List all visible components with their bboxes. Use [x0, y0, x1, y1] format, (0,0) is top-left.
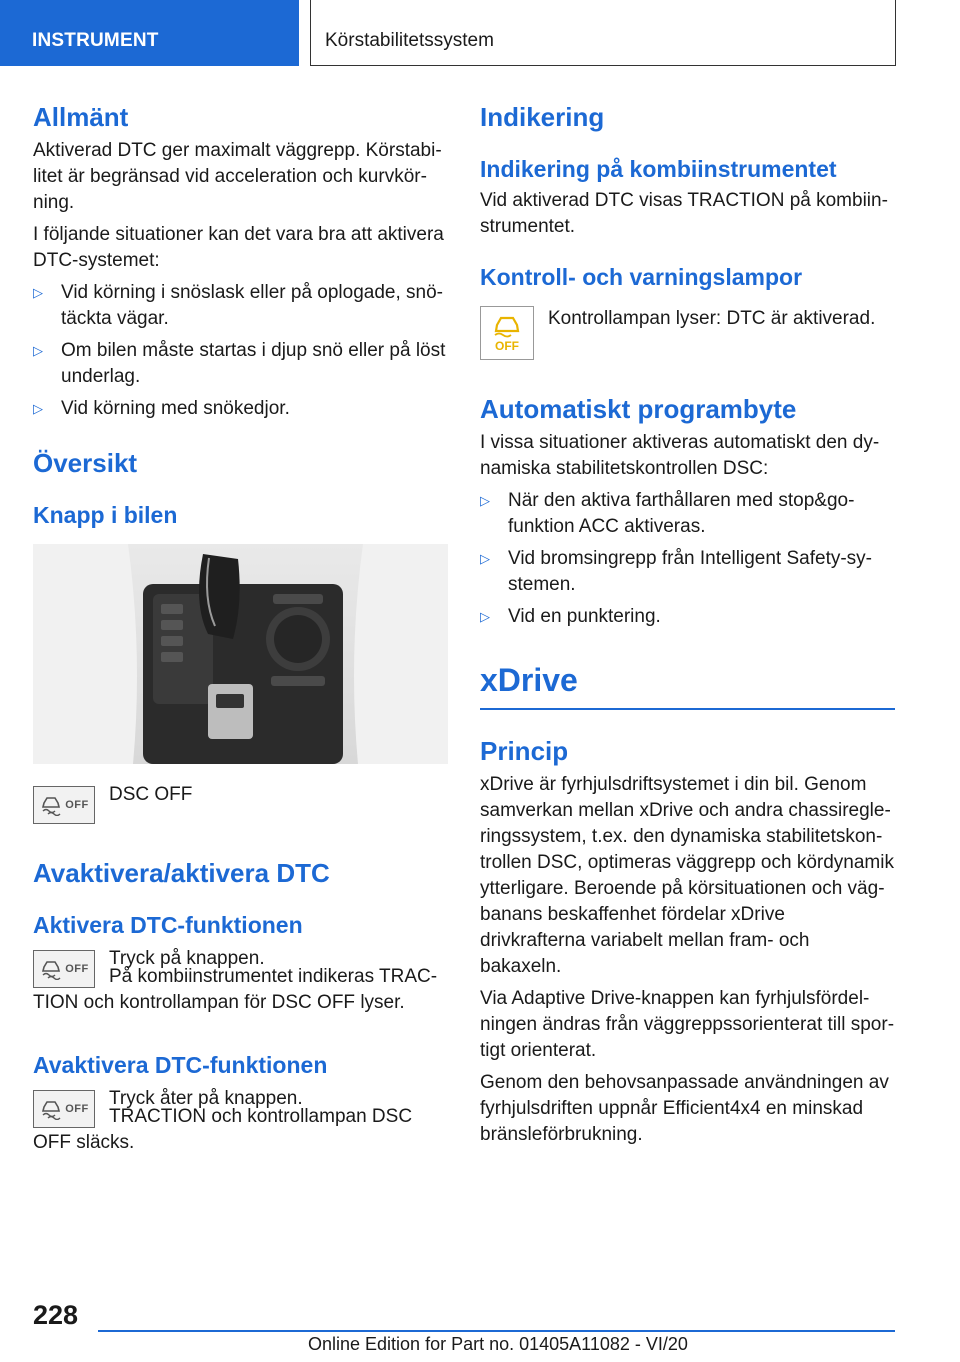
left-column — [33, 96, 448, 1156]
off-label: OFF — [65, 799, 89, 811]
avaktivera-dtc-heading: Avaktivera DTC-funktionen — [33, 1052, 328, 1078]
avaktivera-result: TRACTION och kontrollampan DSC OFF släcks. — [33, 1106, 413, 1153]
automatiskt-heading: Automatiskt programbyte — [480, 394, 797, 424]
dsc-off-icon — [33, 786, 95, 824]
automatiskt-list — [480, 488, 895, 630]
allmant-paragraph-1: Aktiverad DTC ger maximalt väggrepp. Körstabilitet är begränsad vid acceleration och kurvkörning. — [33, 140, 442, 213]
skid-car-icon — [39, 958, 63, 980]
xdrive-rule — [480, 708, 895, 710]
list-item: ▷ Om bilen måste startas i djup snö eller på löst underlag. — [33, 340, 446, 387]
indikering-kombi-paragraph: Vid aktiverad DTC visas TRACTION på kombiinstrumentet. — [480, 190, 888, 237]
skid-car-icon — [39, 794, 63, 816]
triangle-bullet-icon: ▷ — [480, 551, 490, 566]
center-console-illustration — [33, 544, 448, 764]
dsc-off-label: DSC OFF — [109, 784, 193, 805]
triangle-bullet-icon: ▷ — [33, 401, 43, 416]
aktivera-row — [33, 946, 448, 990]
header-title: Körstabilitetssystem — [310, 0, 896, 66]
aktivera-dtc-heading: Aktivera DTC-funktionen — [33, 912, 303, 938]
list-item: ▷ Vid körning i snöslask eller på oplogade, snötäckta vägar. — [33, 282, 443, 329]
aktivera-step: Tryck på knappen. — [109, 948, 265, 969]
right-column — [480, 96, 895, 1148]
princip-heading: Princip — [480, 735, 569, 766]
yellow-skid-off-icon — [487, 313, 527, 353]
kontroll-varningslampor-heading: Kontroll- och varningslampor — [480, 264, 803, 290]
oversikt-heading: Översikt — [33, 448, 138, 478]
aktivera-result: På kombiinstrumentet indikeras TRACTION och kontrollampan för DSC OFF lyser. — [33, 966, 438, 1013]
knapp-heading: Knapp i bilen — [33, 502, 178, 528]
footer-edition: Online Edition for Part no. 01405A11082 - VI/20 — [308, 1334, 688, 1354]
off-label: OFF — [65, 963, 89, 975]
princip-paragraph-2: Via Adaptive Drive-knappen kan fyrhjulsfördelningen ändras från väggreppssorienterat till sportigt orienterat. — [480, 987, 895, 1061]
avaktivera-step: Tryck åter på knappen. — [109, 1088, 303, 1109]
princip-paragraph-3: Genom den behovsanpassade användningen av fyrhjulsdriften uppnår Efficient4x4 en minskad bränsleförbrukning. — [480, 1071, 889, 1145]
skid-car-icon — [39, 1098, 63, 1120]
avaktivera-row — [33, 1086, 448, 1130]
list-item: ▷ När den aktiva farthållaren med stop&go-funktion ACC aktiveras. — [480, 490, 855, 537]
allmant-list — [33, 280, 448, 422]
princip-paragraph-1: xDrive är fyrhjulsdriftsystemet i din bil. Genom samverkan mellan xDrive och andra chassiregleringssystem, t.ex. den dynamiska stabilitetskontrollen DSC, optimeras väggrepp och kördynamik ytterligare. Beroende på körsituationen och vägbanans beskaffenhet fördelar xDrive drivkrafterna variabelt mellan fram- och bakaxeln. — [480, 773, 894, 977]
page-number: 228 — [33, 1300, 79, 1330]
off-label: OFF — [65, 1103, 89, 1115]
triangle-bullet-icon: ▷ — [33, 343, 43, 358]
triangle-bullet-icon: ▷ — [480, 493, 490, 508]
automatiskt-paragraph: I vissa situationer aktiveras automatiskt den dynamiska stabilitetskontrollen DSC: — [480, 432, 880, 479]
dsc-off-icon — [33, 1090, 95, 1128]
header-section-tab: INSTRUMENT — [0, 0, 299, 66]
kontroll-paragraph: Kontrollampan lyser: DTC är aktiverad. — [548, 308, 876, 329]
triangle-bullet-icon: ▷ — [33, 285, 43, 300]
dsc-off-icon — [33, 950, 95, 988]
traction-warning-icon — [480, 306, 534, 360]
triangle-bullet-icon: ▷ — [480, 609, 490, 624]
avaktivera-aktivera-heading: Avaktivera/aktivera DTC — [33, 858, 330, 888]
allmant-heading: Allmänt — [33, 102, 129, 132]
center-console-photo — [33, 544, 448, 764]
kontroll-row — [480, 306, 895, 362]
list-item: ▷ Vid bromsingrepp från Intelligent Safety-systemen. — [480, 548, 872, 595]
list-item: ▷ Vid en punktering. — [480, 604, 895, 630]
indikering-kombi-heading: Indikering på kombiinstrumentet — [480, 156, 837, 182]
footer-rule — [98, 1330, 895, 1332]
indikering-heading: Indikering — [480, 102, 605, 132]
dsc-off-row — [33, 782, 448, 826]
allmant-paragraph-2: I följande situationer kan det vara bra att aktivera DTC-systemet: — [33, 224, 444, 271]
yellow-off-label: OFF — [495, 339, 519, 353]
list-item: ▷ Vid körning med snökedjor. — [33, 396, 448, 422]
xdrive-heading: xDrive — [480, 662, 578, 698]
